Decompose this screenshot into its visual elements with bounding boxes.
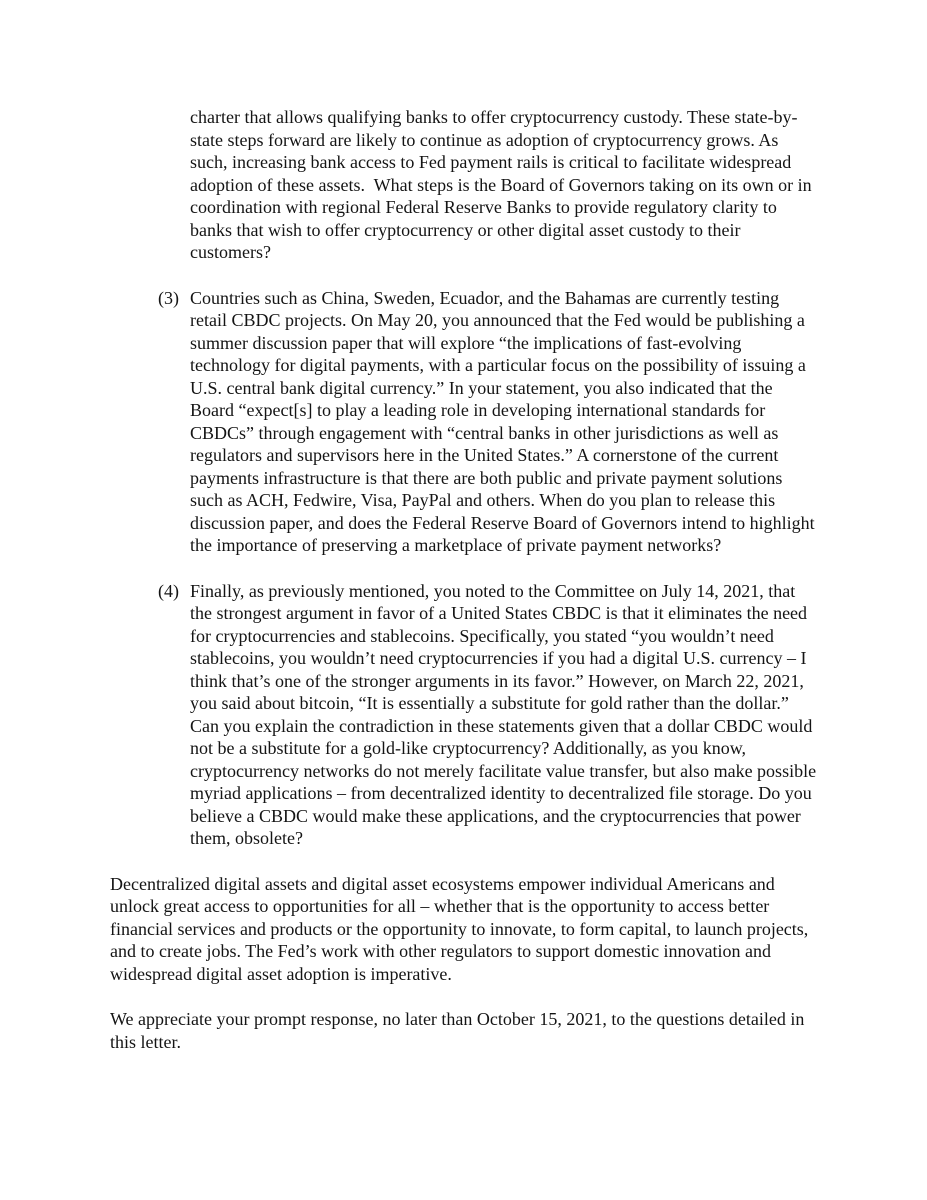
numbered-item-3 xyxy=(0,287,927,557)
letter-body xyxy=(0,106,927,1053)
numbered-item-4 xyxy=(0,580,927,850)
item-3-marker: (3) xyxy=(158,287,179,308)
item-4-text: Finally, as previously mentioned, you noted to the Committee on July 14, 2021, that the strongest argument in favor of a United States CBDC is that it eliminates the need for cryptocurrencies and stablecoins. Specifically, you stated “you wouldn’t need stablecoins, you wouldn’t need cryptocurrencies if you had a digital U.S. currency – I think that’s one of the stronger arguments in its favor.” However, on March 22, 2021, you said about bitcoin, “It is essentially a substitute for gold rather than the dollar.” Can you explain the contradiction in these statements given that a dollar CBDC would not be a substitute for a gold-like cryptocurrency? Additionally, as you know, cryptocurrency networks do not merely facilitate value transfer, but also make possible myriad applications – from decentralized identity to decentralized file storage. Do you believe a CBDC would make these applications, and the cryptocurrencies that power them, obsolete? xyxy=(190,580,821,848)
paragraph-item2-continuation: charter that allows qualifying banks to offer cryptocurrency custody. These state-by-state steps forward are likely to continue as adoption of cryptocurrency grows. As such, increasing bank access to Fed payment rails is critical to facilitate widespread adoption of these assets. What steps is the Board of Governors taking on its own or in coordination with regional Federal Reserve Banks to provide regulatory clarity to banks that wish to offer cryptocurrency or other digital asset custody to their customers? xyxy=(190,107,817,262)
closing-paragraph-2: We appreciate your prompt response, no later than October 15, 2021, to the questions detailed in this letter. xyxy=(110,1009,809,1052)
closing-paragraph-1: Decentralized digital assets and digital asset ecosystems empower individual Americans and unlock great access to opportunities for all – whether that is the opportunity to access better financial services and products or the opportunity to innovate, to form capital, to launch projects, and to create jobs. The Fed’s work with other regulators to support domestic innovation and widespread digital asset adoption is imperative. xyxy=(110,873,813,984)
item-3-text: Countries such as China, Sweden, Ecuador, and the Bahamas are currently testing retail CBDC projects. On May 20, you announced that the Fed would be publishing a summer discussion paper that will explore “the implications of fast-evolving technology for digital payments, with a particular focus on the possibility of issuing a U.S. central bank digital currency.” In your statement, you also indicated that the Board “expect[s] to play a leading role in developing international standards for CBDCs” through engagement with “central banks in other jurisdictions as well as regulators and supervisors here in the United States.” A cornerstone of the current payments infrastructure is that there are both public and private payment solutions such as ACH, Fedwire, Visa, PayPal and others. When do you plan to release this discussion paper, and does the Federal Reserve Board of Governors intend to highlight the importance of preserving a marketplace of private payment networks? xyxy=(190,287,820,555)
item-4-marker: (4) xyxy=(158,580,179,601)
